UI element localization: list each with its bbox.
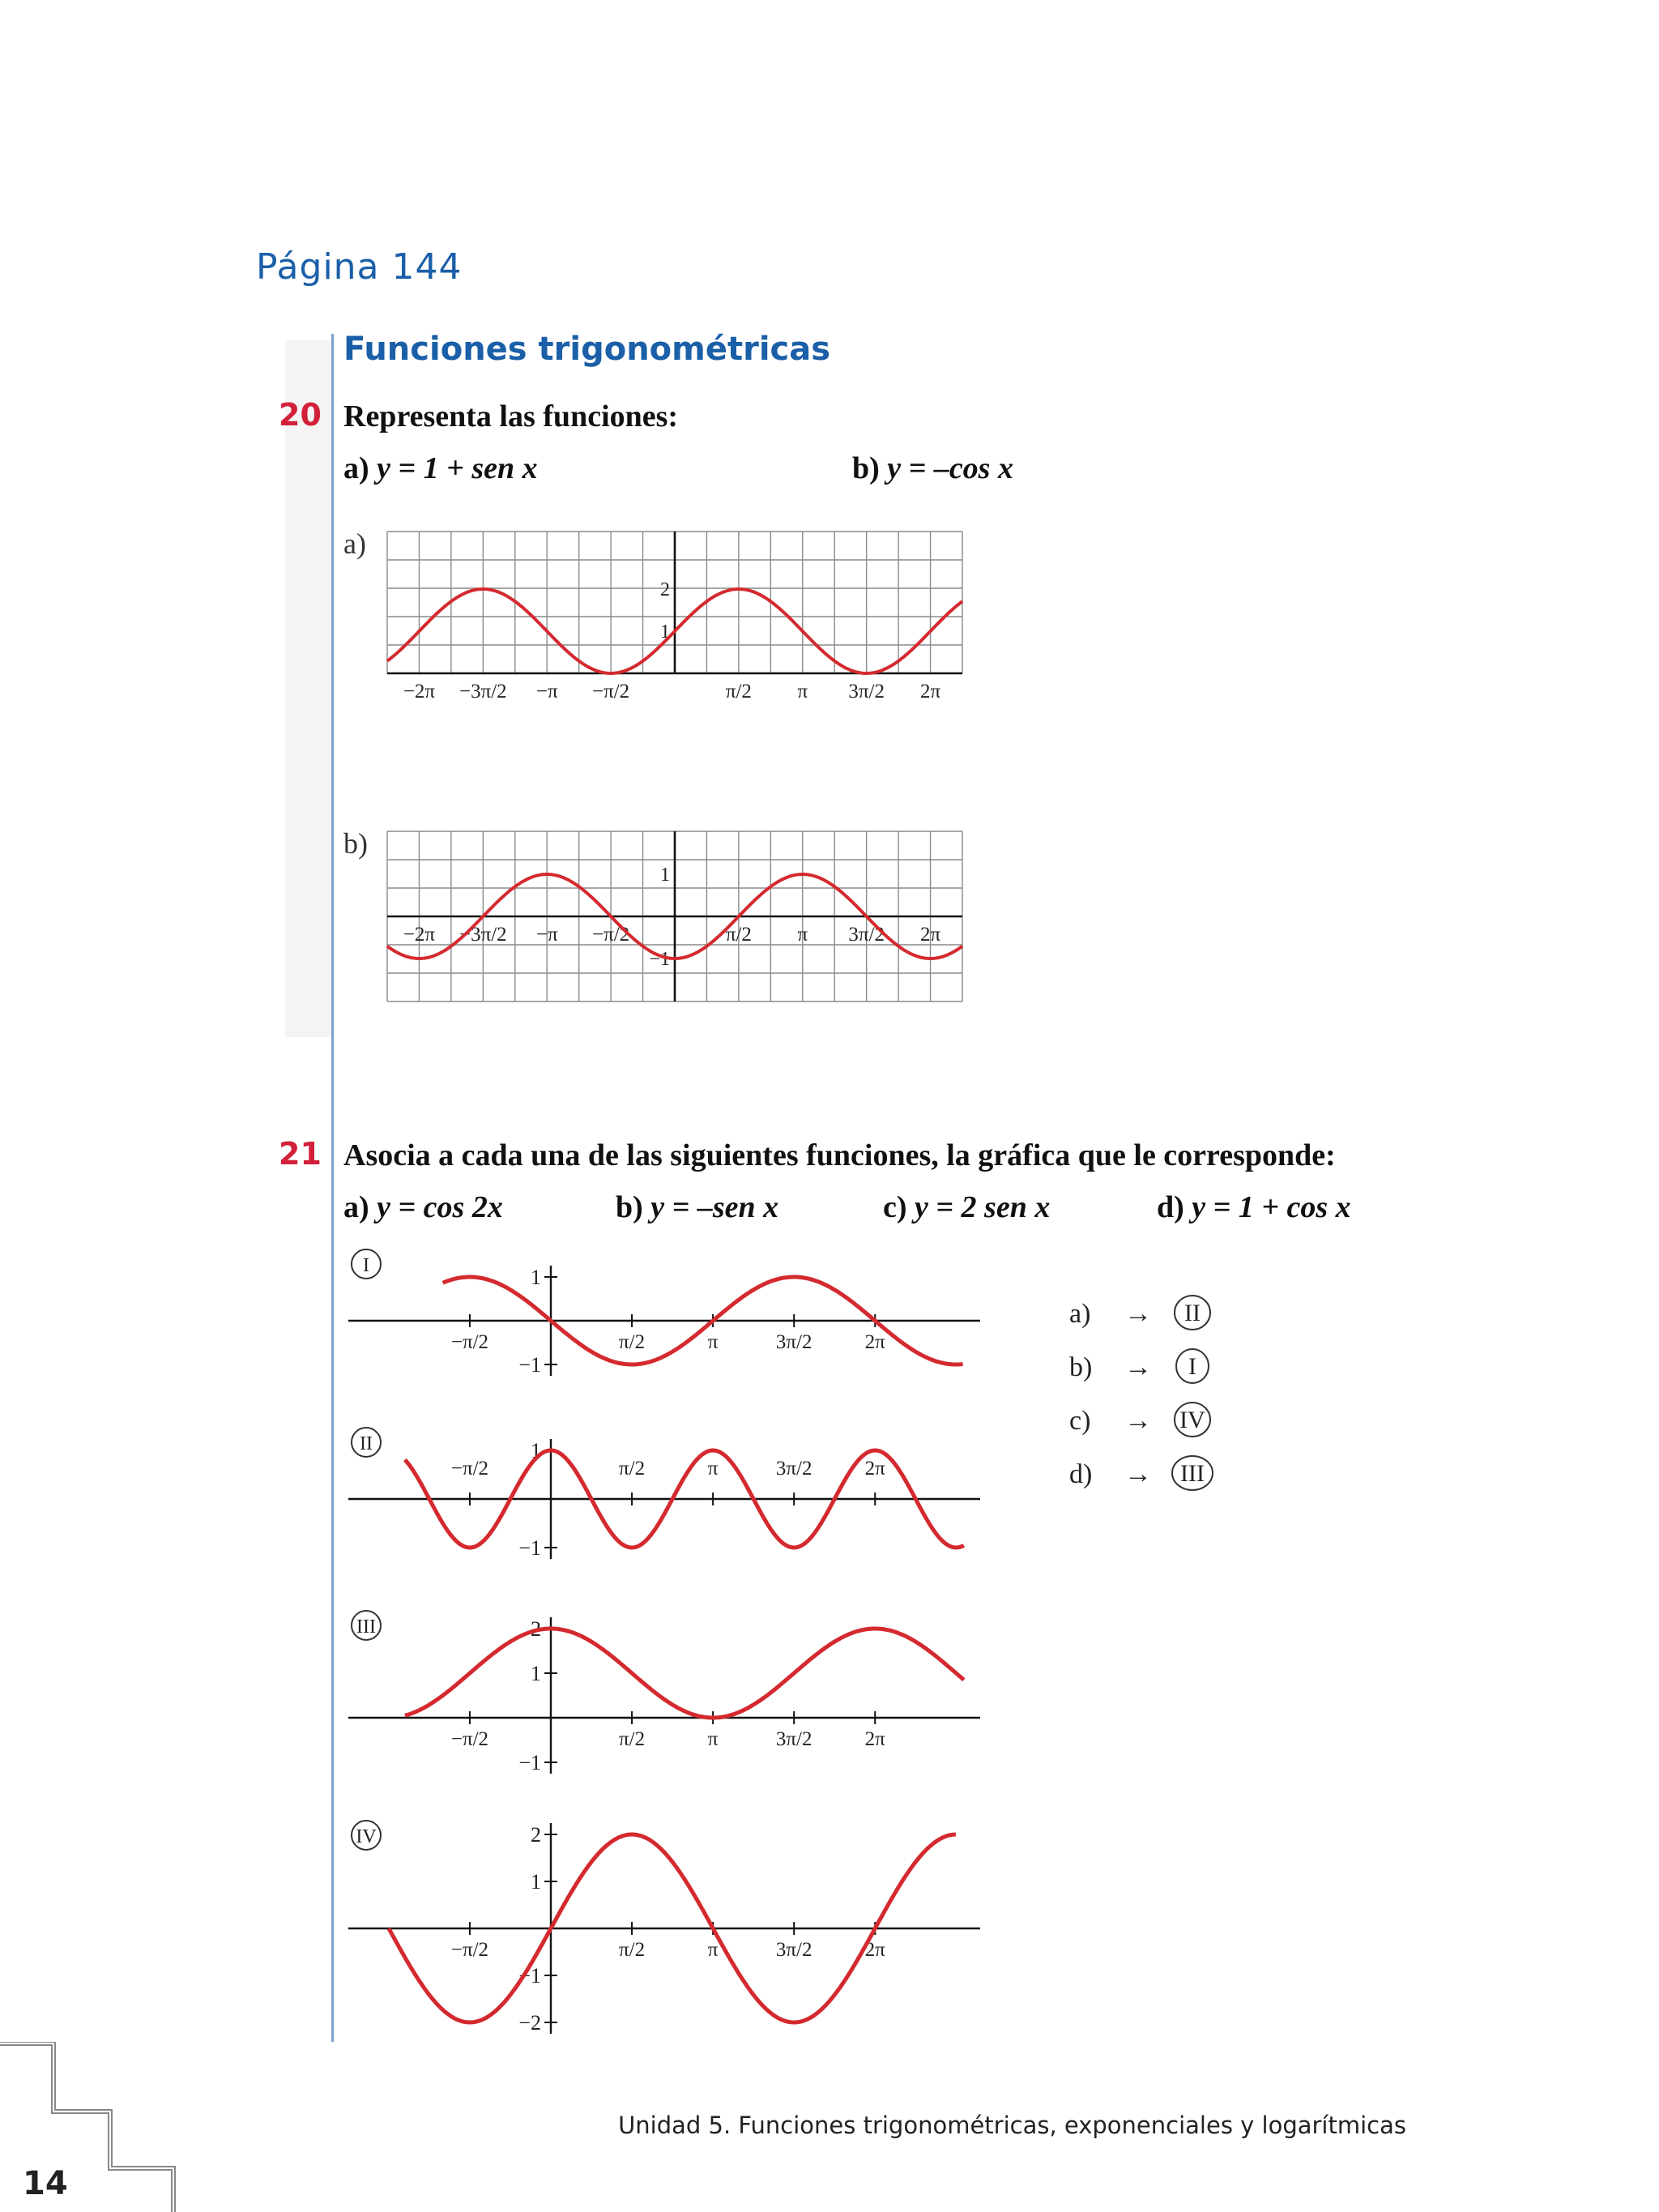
function-curve <box>405 1629 964 1718</box>
x-tick-label: −π/2 <box>592 924 630 946</box>
x-tick-label: −3π/2 <box>458 681 507 702</box>
margin-shade <box>285 340 332 1037</box>
x-tick-label: π/2 <box>725 681 752 702</box>
x-tick-label: 2π <box>919 681 941 702</box>
exercise-21-func-b: b) y = –sen x <box>616 1190 779 1224</box>
y-tick-label: 2 <box>660 579 670 600</box>
y-tick-label: 1 <box>531 1266 541 1289</box>
x-tick-label: −π/2 <box>450 1939 489 1961</box>
graph-label: I <box>363 1255 369 1276</box>
x-tick-label: −π <box>535 924 558 946</box>
y-tick-label: −1 <box>518 1751 541 1774</box>
x-tick-label: π <box>797 681 808 702</box>
exercise-21-func-a: a) y = cos 2x <box>343 1190 503 1224</box>
exercise-20-statement: Representa las funciones: <box>343 399 679 433</box>
x-tick-label: π/2 <box>619 1939 646 1961</box>
x-tick-label: π/2 <box>619 1458 646 1480</box>
x-tick-label: 2π <box>864 1939 885 1961</box>
x-tick-label: π <box>707 1728 719 1750</box>
answer-label: a) <box>1069 1299 1091 1329</box>
answer-value: I <box>1188 1353 1196 1380</box>
chart-ex20-a <box>373 519 988 802</box>
graph-label: III <box>356 1616 376 1638</box>
exercise-21-statement: Asocia a cada una de las siguientes funciones, la gráfica que le corresponde: <box>343 1138 1336 1172</box>
exercise-20-func-a: a) y = 1 + sen x <box>343 451 538 485</box>
page-number: 14 <box>23 2165 68 2202</box>
graph-label: IV <box>356 1826 377 1847</box>
answer-arrow: → <box>1124 1406 1152 1436</box>
x-tick-label: π <box>797 924 808 946</box>
y-tick-label: 1 <box>660 621 670 643</box>
x-tick-label: π <box>707 1331 719 1353</box>
answer-arrow: → <box>1124 1352 1152 1382</box>
x-tick-label: −π/2 <box>592 681 630 702</box>
page-title: Página 144 <box>256 246 463 288</box>
footer-text: Unidad 5. Funciones trigonométricas, exponenciales y logarítmicas <box>618 2112 1406 2139</box>
answer-value: IV <box>1179 1407 1205 1433</box>
x-tick-label: π <box>707 1458 719 1480</box>
y-tick-label: −1 <box>649 949 670 970</box>
section-title: Funciones trigonométricas <box>343 331 831 368</box>
exercise-21-func-c: c) y = 2 sen x <box>883 1190 1051 1224</box>
answer-value: III <box>1180 1460 1205 1487</box>
x-tick-label: π <box>707 1939 719 1961</box>
chart-ex21 <box>332 1232 988 2042</box>
graph-a-label: a) <box>343 527 366 560</box>
x-tick-label: 3π/2 <box>775 1331 812 1353</box>
y-tick-label: 1 <box>531 1439 541 1463</box>
y-tick-label: 2 <box>531 1823 541 1847</box>
y-tick-label: −1 <box>518 1353 541 1377</box>
x-tick-label: −2π <box>403 681 436 702</box>
answer-label: b) <box>1069 1352 1093 1382</box>
y-tick-label: 1 <box>660 865 670 886</box>
answers-list <box>1053 1280 1247 1491</box>
y-tick-label: −1 <box>518 1536 541 1560</box>
y-tick-label: −2 <box>518 2011 541 2035</box>
x-tick-label: 3π/2 <box>775 1728 812 1750</box>
answer-arrow: → <box>1124 1459 1152 1489</box>
x-tick-label: −π/2 <box>450 1728 489 1750</box>
exercise-20-number: 20 <box>279 397 322 433</box>
x-tick-label: −π <box>535 681 558 702</box>
x-tick-label: 3π/2 <box>848 681 885 702</box>
answer-label: d) <box>1069 1459 1093 1489</box>
x-tick-label: π/2 <box>619 1331 646 1353</box>
answer-arrow: → <box>1124 1299 1152 1329</box>
exercise-21-number: 21 <box>279 1136 322 1172</box>
y-tick-label: 1 <box>531 1662 541 1685</box>
exercise-20-func-b: b) y = –cos x <box>852 451 1013 485</box>
x-tick-label: 2π <box>919 924 941 946</box>
graph-b-label: b) <box>343 827 368 860</box>
x-tick-label: −2π <box>403 924 436 946</box>
x-tick-label: −π/2 <box>450 1458 489 1480</box>
y-tick-label: 2 <box>531 1617 541 1641</box>
y-tick-label: −1 <box>518 1964 541 1988</box>
chart-ex20-b <box>373 818 988 1102</box>
x-tick-label: −π/2 <box>450 1331 489 1353</box>
exercise-21-func-d: d) y = 1 + cos x <box>1157 1190 1351 1224</box>
x-tick-label: 2π <box>864 1331 885 1353</box>
x-tick-label: 2π <box>864 1458 885 1480</box>
x-tick-label: π/2 <box>725 924 752 946</box>
x-tick-label: π/2 <box>619 1728 646 1750</box>
x-tick-label: 3π/2 <box>848 924 885 946</box>
x-tick-label: 3π/2 <box>775 1939 812 1961</box>
x-tick-label: 3π/2 <box>775 1458 812 1480</box>
graph-label: II <box>360 1433 373 1454</box>
y-tick-label: 1 <box>531 1870 541 1894</box>
x-tick-label: −3π/2 <box>458 924 507 946</box>
x-tick-label: 2π <box>864 1728 885 1750</box>
answer-label: c) <box>1069 1406 1091 1436</box>
answer-value: II <box>1184 1300 1201 1326</box>
